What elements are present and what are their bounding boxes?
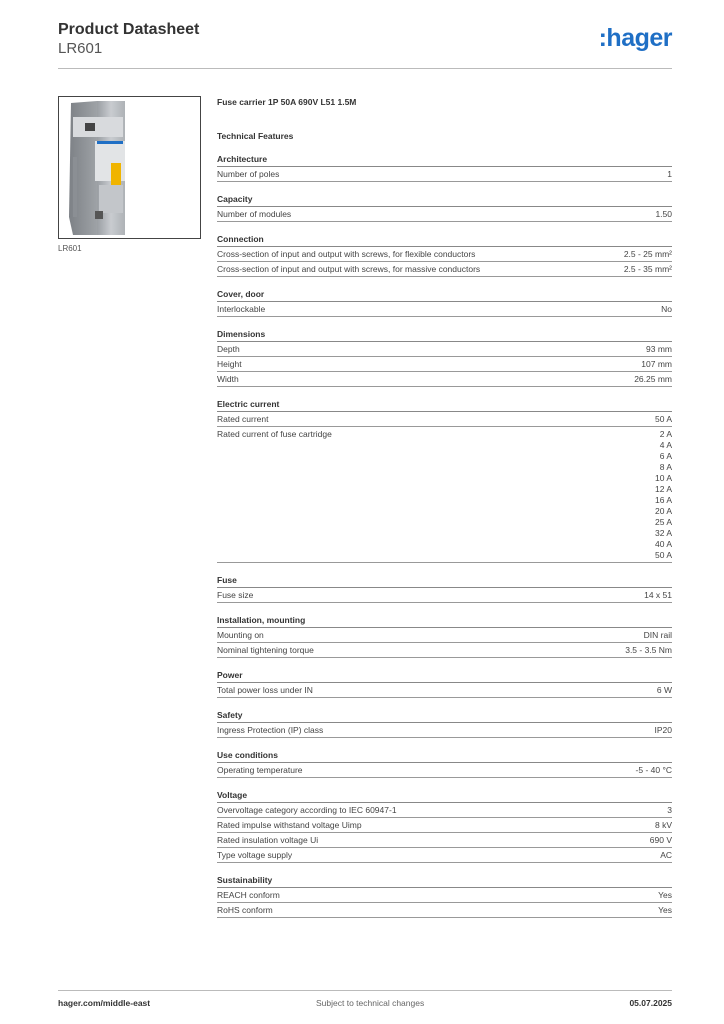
spec-row bbox=[217, 302, 672, 317]
spec-label: Cross-section of input and output with screws, for flexible conductors bbox=[217, 249, 476, 259]
spec-value: 1.50 bbox=[655, 209, 672, 219]
spec-label: Type voltage supply bbox=[217, 850, 293, 860]
spec-label: Fuse size bbox=[217, 590, 254, 600]
spec-label: REACH conform bbox=[217, 890, 280, 900]
footer-notice: Subject to technical changes bbox=[316, 998, 425, 1008]
spec-label: RoHS conform bbox=[217, 905, 273, 915]
spec-value: No bbox=[661, 304, 672, 314]
spec-value: 26.25 mm bbox=[634, 374, 672, 384]
spec-value: 93 mm bbox=[646, 344, 672, 354]
section-gap bbox=[217, 658, 672, 670]
section-title: Fuse bbox=[217, 575, 672, 588]
spec-label: Width bbox=[217, 374, 239, 384]
technical-features-heading: Technical Features bbox=[217, 131, 294, 141]
spec-value: AC bbox=[660, 850, 672, 860]
spec-row bbox=[217, 888, 672, 903]
spec-row bbox=[217, 818, 672, 833]
spec-row bbox=[217, 372, 672, 387]
section-title: Installation, mounting bbox=[217, 615, 672, 628]
spec-row bbox=[217, 247, 672, 262]
spec-value: 1 bbox=[667, 169, 672, 179]
section-gap bbox=[217, 778, 672, 790]
spec-value: IP20 bbox=[654, 725, 672, 735]
footer-website[interactable]: hager.com/middle-east bbox=[58, 998, 151, 1008]
fuse-carrier-illustration bbox=[59, 97, 200, 238]
spec-value: Yes bbox=[658, 890, 672, 900]
section-title: Sustainability bbox=[217, 875, 672, 888]
section-title: Cover, door bbox=[217, 289, 672, 302]
section-gap bbox=[217, 563, 672, 575]
section-gap bbox=[217, 387, 672, 399]
spec-label: Depth bbox=[217, 344, 240, 354]
spec-value: 6 W bbox=[656, 685, 672, 695]
spec-row bbox=[217, 357, 672, 372]
product-code: LR601 bbox=[58, 40, 103, 57]
spec-label: Rated current of fuse cartridge bbox=[217, 429, 332, 439]
spec-row bbox=[217, 207, 672, 222]
document-title: Product Datasheet bbox=[58, 21, 200, 38]
section-gap bbox=[217, 738, 672, 750]
section-title: Electric current bbox=[217, 399, 672, 412]
spec-row bbox=[217, 342, 672, 357]
product-image bbox=[58, 96, 201, 239]
section-title: Use conditions bbox=[217, 750, 672, 763]
spec-value: 8 kV bbox=[654, 820, 672, 830]
section-title: Connection bbox=[217, 234, 672, 247]
spec-row bbox=[217, 833, 672, 848]
spec-label: Operating temperature bbox=[217, 765, 303, 775]
spec-value: 50 A bbox=[654, 414, 672, 424]
spec-label: Rated current bbox=[217, 414, 269, 424]
spec-value: -5 - 40 °C bbox=[635, 765, 672, 775]
section-gap bbox=[217, 603, 672, 615]
section-gap bbox=[217, 222, 672, 234]
spec-label: Height bbox=[217, 359, 242, 369]
section-gap bbox=[217, 863, 672, 875]
header-divider bbox=[58, 68, 672, 69]
spec-row bbox=[217, 427, 672, 563]
spec-label: Total power loss under IN bbox=[217, 685, 313, 695]
spec-label: Nominal tightening torque bbox=[217, 645, 314, 655]
spec-row bbox=[217, 803, 672, 818]
spec-label: Number of modules bbox=[217, 209, 292, 219]
spec-value: 690 V bbox=[649, 835, 672, 845]
spec-row bbox=[217, 412, 672, 427]
feature-sections bbox=[217, 154, 672, 918]
spec-label: Number of poles bbox=[217, 169, 280, 179]
spec-row bbox=[217, 723, 672, 738]
section-gap bbox=[217, 698, 672, 710]
section-title: Architecture bbox=[217, 154, 672, 167]
spec-value: Yes bbox=[658, 905, 672, 915]
page-header bbox=[58, 20, 672, 68]
spec-row bbox=[217, 763, 672, 778]
section-gap bbox=[217, 277, 672, 289]
image-caption: LR601 bbox=[58, 244, 82, 253]
spec-row bbox=[217, 903, 672, 918]
spec-value: 107 mm bbox=[641, 359, 672, 369]
section-title: Voltage bbox=[217, 790, 672, 803]
hager-logo: :hager bbox=[598, 24, 672, 52]
spec-row bbox=[217, 643, 672, 658]
section-title: Safety bbox=[217, 710, 672, 723]
spec-row bbox=[217, 848, 672, 863]
spec-row bbox=[217, 588, 672, 603]
spec-value: 3 bbox=[667, 805, 672, 815]
spec-value: 3.5 - 3.5 Nm bbox=[625, 645, 672, 655]
spec-row bbox=[217, 628, 672, 643]
spec-label: Rated impulse withstand voltage Uimp bbox=[217, 820, 362, 830]
spec-label: Rated insulation voltage Ui bbox=[217, 835, 319, 845]
spec-label: Cross-section of input and output with screws, for massive conductors bbox=[217, 264, 481, 274]
section-title: Dimensions bbox=[217, 329, 672, 342]
spec-value: 14 x 51 bbox=[644, 590, 672, 600]
spec-value: DIN rail bbox=[643, 630, 672, 640]
spec-value: 2 A 4 A 6 A 8 A 10 A 12 A 16 A 20 A 25 A 32 A 40 A 50 A bbox=[654, 429, 672, 560]
section-gap bbox=[217, 317, 672, 329]
technical-content bbox=[217, 96, 672, 918]
spec-row bbox=[217, 683, 672, 698]
spec-label: Ingress Protection (IP) class bbox=[217, 725, 324, 735]
section-title: Capacity bbox=[217, 194, 672, 207]
spec-row bbox=[217, 167, 672, 182]
product-name: Fuse carrier 1P 50A 690V L51 1.5M bbox=[217, 97, 357, 107]
spec-row bbox=[217, 262, 672, 277]
spec-label: Interlockable bbox=[217, 304, 266, 314]
footer-divider bbox=[58, 990, 672, 991]
spec-value: 2.5 - 25 mm² bbox=[623, 249, 672, 259]
section-gap bbox=[217, 182, 672, 194]
footer-date: 05.07.2025 bbox=[629, 998, 672, 1008]
spec-value: 2.5 - 35 mm² bbox=[623, 264, 672, 274]
spec-label: Mounting on bbox=[217, 630, 264, 640]
spec-label: Overvoltage category according to IEC 60947-1 bbox=[217, 805, 397, 815]
section-title: Power bbox=[217, 670, 672, 683]
